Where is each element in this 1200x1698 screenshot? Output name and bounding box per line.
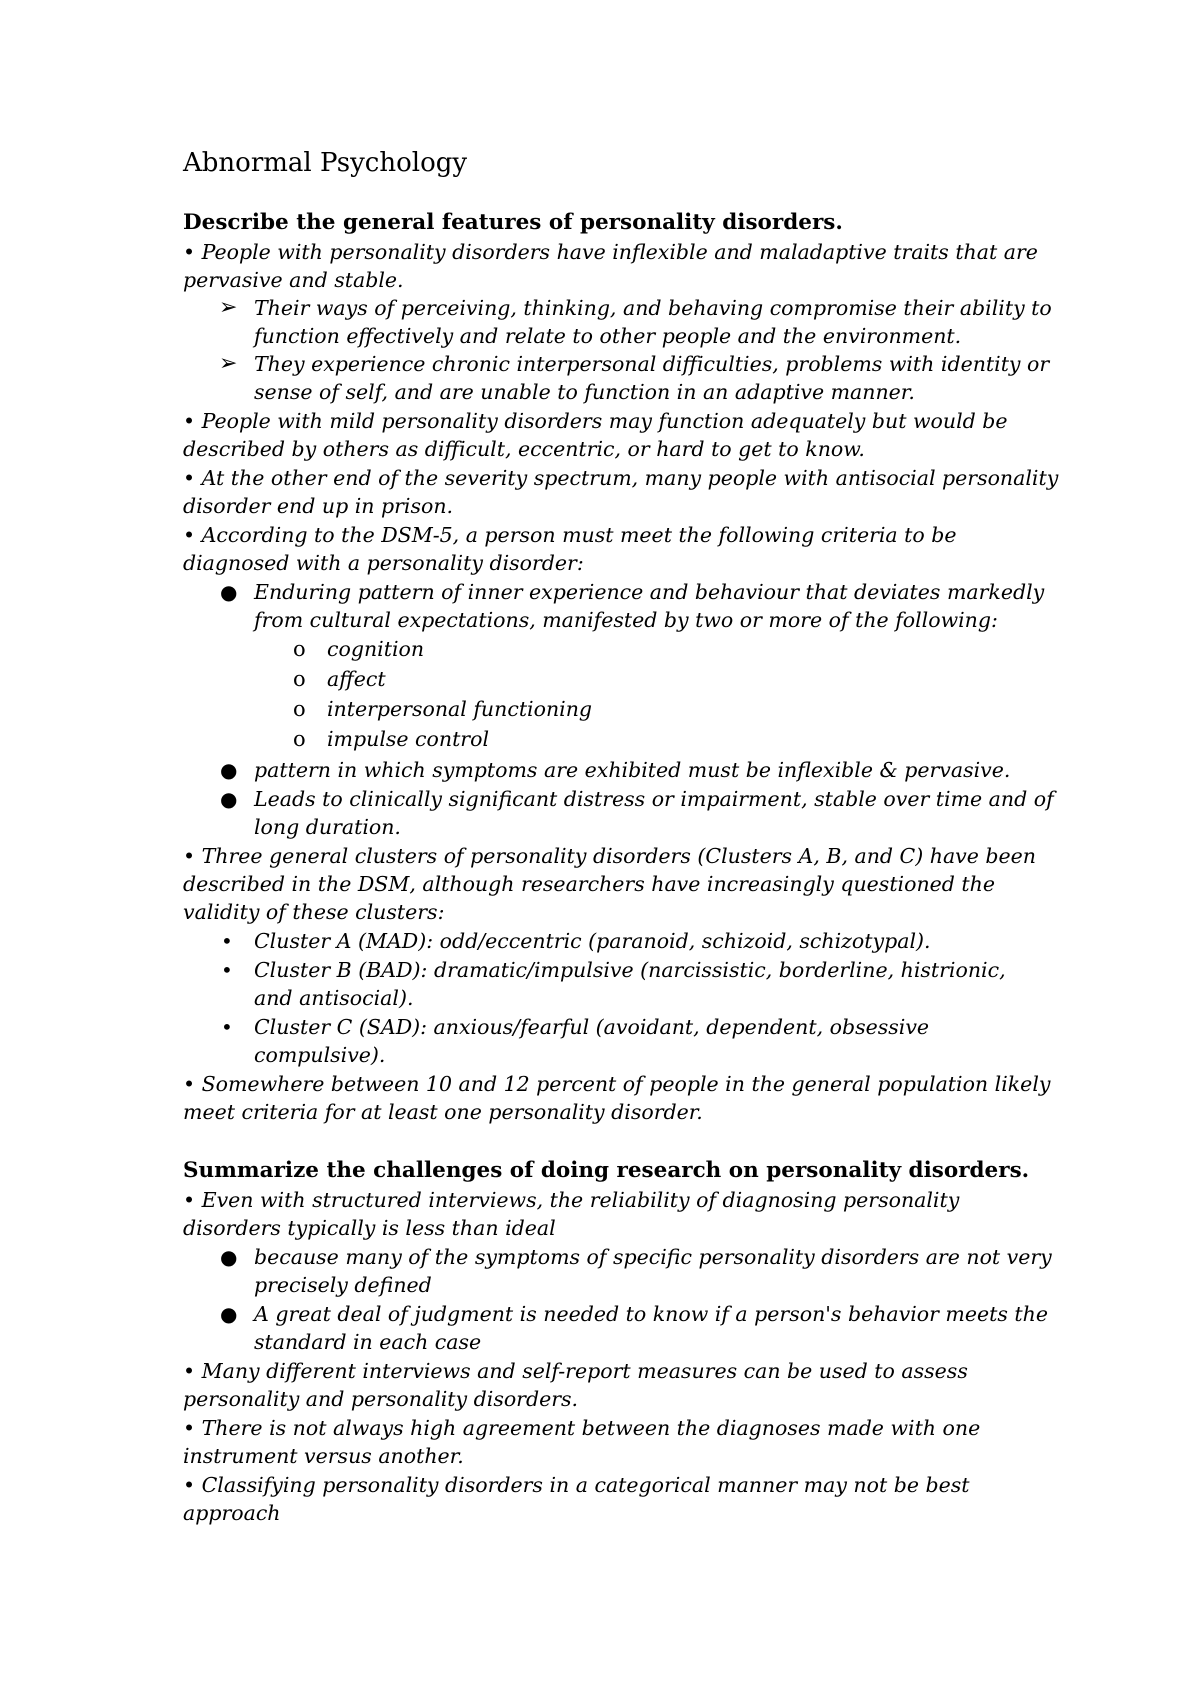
paragraph-line: diagnosed with a personality disorder: bbox=[183, 551, 584, 575]
arrow-item-line: sense of self, and are unable to function in an adaptive manner. bbox=[254, 380, 915, 404]
bullet-icon: ● bbox=[220, 758, 238, 782]
bullet-icon: • bbox=[221, 958, 233, 982]
circle-bullet-icon: o bbox=[293, 697, 306, 721]
arrow-item-line: Their ways of perceiving, thinking, and behaving compromise their ability to bbox=[254, 296, 1052, 320]
arrow-bullet-icon: ➢ bbox=[219, 351, 238, 376]
cluster-line: and antisocial). bbox=[254, 986, 414, 1010]
cluster-line: Cluster B (BAD): dramatic/impulsive (narcissistic, borderline, histrionic, bbox=[254, 958, 1006, 982]
paragraph-line: • People with personality disorders have inflexible and maladaptive traits that are bbox=[183, 240, 1038, 264]
paragraph-line: pervasive and stable. bbox=[183, 268, 404, 292]
section-heading-research: Summarize the challenges of doing research on personality disorders. bbox=[183, 1158, 1030, 1183]
paragraph-line: approach bbox=[183, 1501, 281, 1525]
paragraph-line: described in the DSM, although researchers have increasingly questioned the bbox=[183, 872, 996, 896]
cluster-line: compulsive). bbox=[254, 1043, 386, 1067]
page-title: Abnormal Psychology bbox=[183, 148, 468, 178]
criterion-line: pattern in which symptoms are exhibited must be inflexible & pervasive. bbox=[254, 758, 1011, 782]
circle-bullet-icon: o bbox=[293, 637, 306, 661]
criterion-line: Enduring pattern of inner experience and behaviour that deviates markedly bbox=[254, 580, 1045, 604]
arrow-item-line: function effectively and relate to other people and the environment. bbox=[254, 324, 962, 348]
reason-line: because many of the symptoms of specific personality disorders are not very bbox=[254, 1245, 1052, 1269]
paragraph-line: • Even with structured interviews, the reliability of diagnosing personality bbox=[183, 1188, 960, 1212]
paragraph-line: personality and personality disorders. bbox=[183, 1387, 579, 1411]
paragraph-line: • Classifying personality disorders in a categorical manner may not be best bbox=[183, 1473, 970, 1497]
reason-line: A great deal of judgment is needed to know if a person's behavior meets the bbox=[254, 1302, 1048, 1326]
cluster-line: Cluster C (SAD): anxious/fearful (avoidant, dependent, obsessive bbox=[254, 1015, 930, 1039]
criterion-line: long duration. bbox=[254, 815, 401, 839]
paragraph-line: • There is not always high agreement between the diagnoses made with one bbox=[183, 1416, 981, 1440]
bullet-icon: ● bbox=[220, 580, 238, 604]
paragraph-line: disorders typically is less than ideal bbox=[183, 1216, 556, 1240]
paragraph-line: meet criteria for at least one personality disorder. bbox=[183, 1100, 703, 1124]
sub-item: affect bbox=[327, 667, 386, 691]
sub-item: impulse control bbox=[327, 727, 490, 751]
circle-bullet-icon: o bbox=[293, 727, 306, 751]
bullet-icon: • bbox=[221, 929, 233, 953]
paragraph-line: • At the other end of the severity spectrum, many people with antisocial personality bbox=[183, 466, 1059, 490]
criterion-line: Leads to clinically significant distress or impairment, stable over time and of bbox=[254, 787, 1054, 811]
bullet-icon: • bbox=[221, 1015, 233, 1039]
criterion-line: from cultural expectations, manifested by two or more of the following: bbox=[254, 608, 998, 632]
section-heading-features: Describe the general features of personality disorders. bbox=[183, 210, 843, 235]
sub-item: cognition bbox=[327, 637, 425, 661]
reason-line: precisely defined bbox=[254, 1273, 432, 1297]
circle-bullet-icon: o bbox=[293, 667, 306, 691]
arrow-item-line: They experience chronic interpersonal difficulties, problems with identity or bbox=[254, 352, 1050, 376]
reason-line: standard in each case bbox=[254, 1330, 482, 1354]
bullet-icon: ● bbox=[220, 1245, 238, 1269]
sub-item: interpersonal functioning bbox=[327, 697, 593, 721]
paragraph-line: • Somewhere between 10 and 12 percent of people in the general population likely bbox=[183, 1072, 1051, 1096]
paragraph-line: instrument versus another. bbox=[183, 1444, 464, 1468]
paragraph-line: disorder end up in prison. bbox=[183, 494, 454, 518]
paragraph-line: • According to the DSM-5, a person must meet the following criteria to be bbox=[183, 523, 957, 547]
paragraph-line: • Three general clusters of personality disorders (Clusters A, B, and C) have been bbox=[183, 844, 1036, 868]
paragraph-line: validity of these clusters: bbox=[183, 900, 445, 924]
paragraph-line: • Many different interviews and self-report measures can be used to assess bbox=[183, 1359, 968, 1383]
cluster-line: Cluster A (MAD): odd/eccentric (paranoid, schizoid, schizotypal). bbox=[254, 929, 931, 953]
paragraph-line: described by others as difficult, eccentric, or hard to get to know. bbox=[183, 437, 865, 461]
bullet-icon: ● bbox=[220, 787, 238, 811]
paragraph-line: • People with mild personality disorders may function adequately but would be bbox=[183, 409, 1008, 433]
bullet-icon: ● bbox=[220, 1302, 238, 1326]
arrow-bullet-icon: ➢ bbox=[219, 295, 238, 320]
